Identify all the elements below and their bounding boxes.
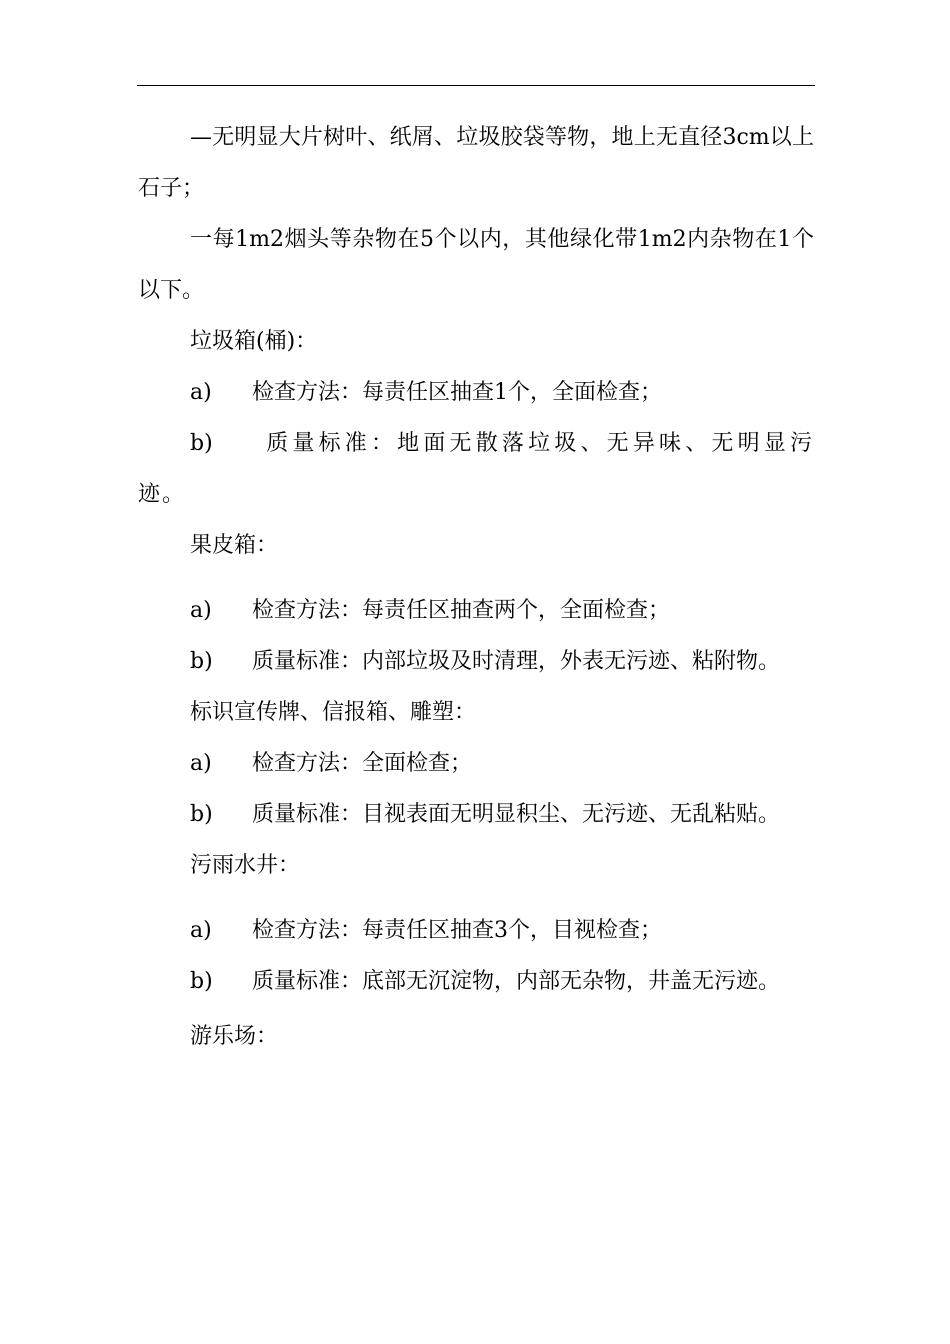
list-item-text: 检查方法：全面检查； <box>252 751 473 776</box>
list-item <box>138 636 814 687</box>
list-marker: b) <box>190 802 213 827</box>
list-marker: a) <box>190 380 212 405</box>
document-body <box>138 112 814 1062</box>
paragraph-litter-standard: —无明显大片树叶、纸屑、垃圾胶袋等物，地上无直径3cm以上石子； <box>138 125 814 201</box>
list-item-text: 质量标准：内部垃圾及时清理，外表无污迹、粘附物。 <box>252 649 781 674</box>
section-heading-signage: 标识宣传牌、信报箱、雕塑： <box>190 700 477 725</box>
paragraph-cigarette-standard: 一每1m2烟头等杂物在5个以内，其他绿化带1m2内杂物在1个以下。 <box>138 227 814 303</box>
list-marker: a) <box>190 918 212 943</box>
list-item-text: 检查方法：每责任区抽查1个，全面检查； <box>252 380 662 405</box>
list-item-text: 质量标准：地面无散落垃圾、无异味、无明显污迹。 <box>138 431 814 507</box>
list-item-text: 质量标准：底部无沉淀物，内部无杂物，井盖无污迹。 <box>252 969 781 994</box>
list-item <box>138 956 814 1007</box>
list-item <box>138 738 814 789</box>
list-marker: b) <box>190 969 213 994</box>
list-marker: a) <box>190 598 212 623</box>
section-heading-playground: 游乐场： <box>190 1024 279 1049</box>
list-item-text: 检查方法：每责任区抽查两个，全面检查； <box>252 598 671 623</box>
section-heading-trash-bin: 垃圾箱(桶)： <box>190 329 318 354</box>
list-item <box>138 367 814 418</box>
list-item-text: 质量标准：目视表面无明显积尘、无污迹、无乱粘贴。 <box>252 802 781 827</box>
list-marker: b) <box>190 649 213 674</box>
section-heading-fruit-bin: 果皮箱： <box>190 533 279 558</box>
list-marker: a) <box>190 751 212 776</box>
list-item-text: 检查方法：每责任区抽查3个，目视检查； <box>252 918 662 943</box>
list-marker: b) <box>190 431 213 456</box>
section-heading-drain-well: 污雨水井： <box>190 853 301 878</box>
list-item <box>138 905 814 956</box>
list-item <box>138 585 814 636</box>
list-item <box>138 789 814 840</box>
list-item <box>138 418 814 520</box>
header-rule <box>137 85 815 86</box>
